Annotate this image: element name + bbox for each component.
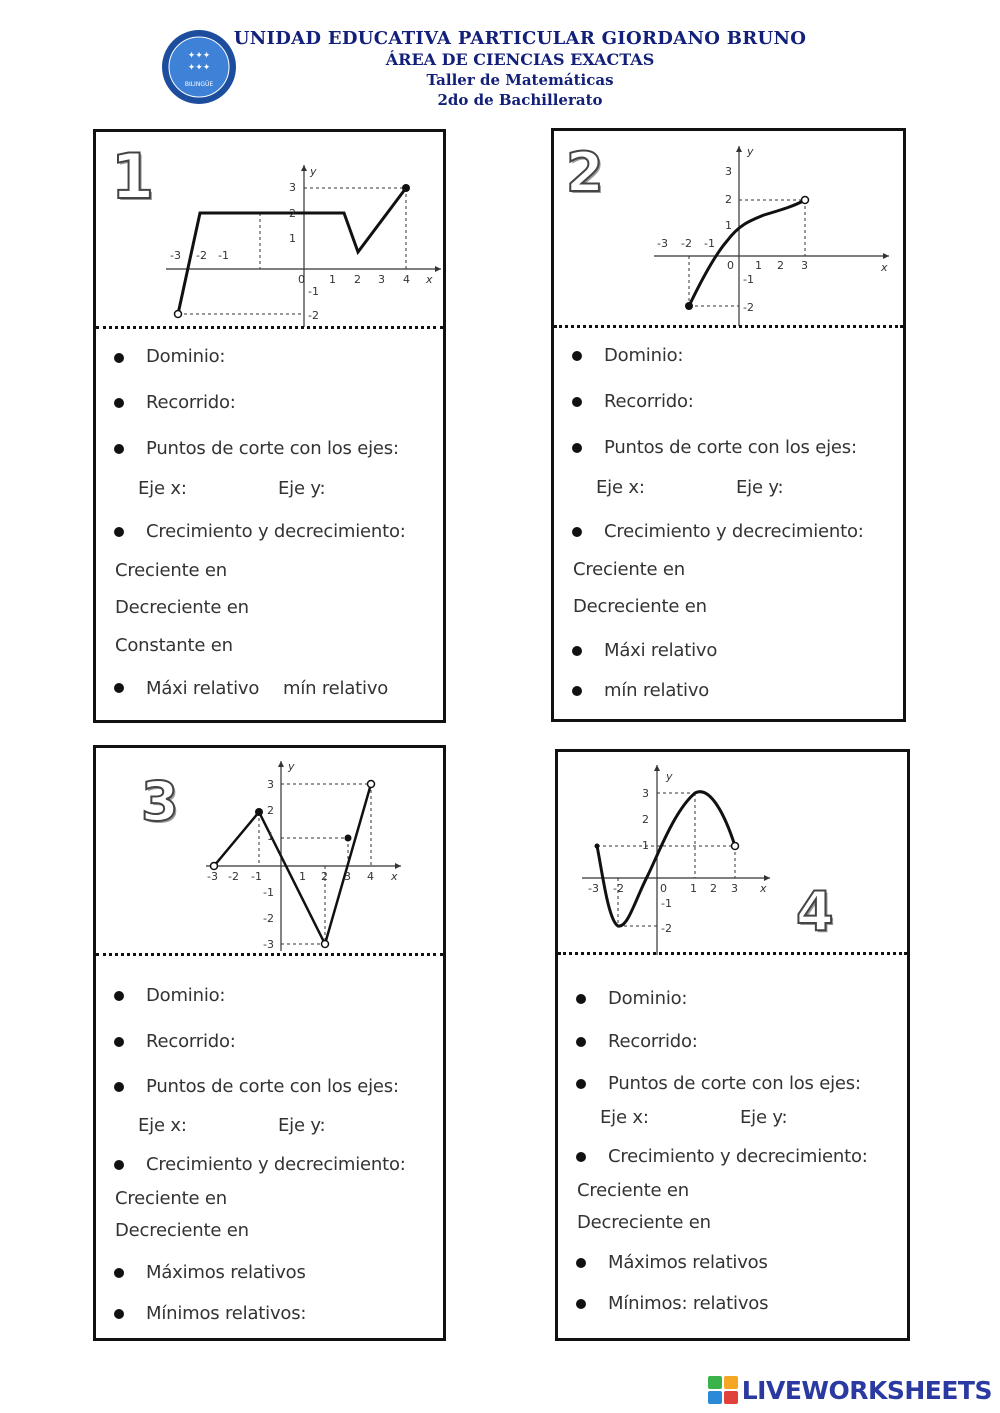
recorrido-label: Recorrido: [608, 1031, 698, 1052]
svg-text:-2: -2 [228, 870, 239, 883]
eje-x-label: Eje x: [138, 1115, 187, 1136]
crecimiento-label: Crecimiento y decrecimiento: [604, 521, 864, 542]
svg-text:2: 2 [267, 804, 274, 817]
svg-text:-1: -1 [263, 886, 274, 899]
dominio-label: Dominio: [604, 345, 684, 366]
svg-text:x: x [391, 870, 398, 883]
svg-text:0: 0 [727, 259, 734, 272]
card-number: 4 [796, 880, 834, 943]
dominio-label: Dominio: [146, 346, 226, 367]
separator [96, 326, 443, 329]
puntos-corte-label: Puntos de corte con los ejes: [608, 1073, 861, 1094]
svg-text:1: 1 [690, 882, 697, 895]
svg-text:2: 2 [289, 207, 296, 220]
bullet-icon [572, 686, 582, 696]
eje-y-label: Eje y: [736, 477, 784, 498]
decreciente-label: Decreciente en [577, 1212, 711, 1233]
bullet-icon [114, 1037, 124, 1047]
min-relativo-label: mín relativo [604, 680, 710, 701]
bullet-icon [114, 398, 124, 408]
liveworksheets-logo-icon [708, 1376, 738, 1404]
dominio-label: Dominio: [146, 985, 226, 1006]
bullet-icon [572, 646, 582, 656]
svg-text:1: 1 [329, 273, 336, 286]
card-1 [93, 129, 446, 723]
bullet-icon [114, 1160, 124, 1170]
svg-text:y: y [747, 145, 754, 158]
bullet-icon [572, 527, 582, 537]
eje-x-label: Eje x: [138, 478, 187, 499]
svg-text:-2: -2 [681, 237, 692, 250]
card-2 [551, 128, 906, 722]
svg-text:3: 3 [344, 870, 351, 883]
maximos-relativos-label: Máximos relativos [608, 1252, 768, 1273]
svg-text:2: 2 [642, 813, 649, 826]
svg-text:-1: -1 [704, 237, 715, 250]
subject-name: Taller de Matemáticas [426, 71, 614, 89]
maxi-relativo-label: Máxi relativo [146, 678, 260, 699]
svg-text:1: 1 [755, 259, 762, 272]
svg-text:0: 0 [660, 882, 667, 895]
svg-text:-2: -2 [661, 922, 672, 935]
svg-text:x: x [760, 882, 767, 895]
header-text [230, 28, 810, 110]
eje-y-label: Eje y: [740, 1107, 788, 1128]
recorrido-label: Recorrido: [604, 391, 694, 412]
svg-text:-1: -1 [308, 285, 319, 298]
page-header [0, 0, 1000, 125]
card-number: 2 [566, 141, 604, 204]
card-number: 1 [111, 140, 155, 213]
bullet-icon [114, 991, 124, 1001]
bullet-icon [576, 1258, 586, 1268]
minimos-relativos-label: Mínimos relativos: [146, 1303, 307, 1324]
svg-text:-3: -3 [657, 237, 668, 250]
decreciente-label: Decreciente en [115, 1220, 249, 1241]
bullet-icon [114, 1082, 124, 1092]
minimos-relativos-label: Mínimos: relativos [608, 1293, 769, 1314]
bullet-icon [572, 351, 582, 361]
svg-text:-2: -2 [263, 912, 274, 925]
recorrido-label: Recorrido: [146, 1031, 236, 1052]
maximos-relativos-label: Máximos relativos [146, 1262, 306, 1283]
bullet-icon [576, 1299, 586, 1309]
svg-text:-1: -1 [218, 249, 229, 262]
crecimiento-label: Crecimiento y decrecimiento: [146, 521, 406, 542]
bullet-icon [114, 444, 124, 454]
card-3 [93, 745, 446, 1341]
creciente-label: Creciente en [573, 559, 685, 580]
svg-text:4: 4 [403, 273, 410, 286]
svg-text:1: 1 [267, 830, 274, 843]
maxi-relativo-label: Máxi relativo [604, 640, 718, 661]
svg-text:3: 3 [731, 882, 738, 895]
svg-text:0: 0 [298, 273, 305, 286]
svg-text:3: 3 [267, 778, 274, 791]
grade-name: 2do de Bachillerato [437, 91, 603, 109]
svg-text:BILINGÜE: BILINGÜE [184, 81, 214, 88]
bullet-icon [114, 1309, 124, 1319]
decreciente-label: Decreciente en [573, 596, 707, 617]
svg-text:x: x [426, 273, 433, 286]
puntos-corte-label: Puntos de corte con los ejes: [604, 437, 857, 458]
bullet-icon [114, 527, 124, 537]
area-name: ÁREA DE CIENCIAS EXACTAS [385, 50, 655, 69]
svg-text:3: 3 [378, 273, 385, 286]
graph-4 [580, 760, 780, 955]
bullet-icon [114, 353, 124, 363]
svg-text:3: 3 [725, 165, 732, 178]
svg-text:2: 2 [354, 273, 361, 286]
graph-2 [649, 141, 899, 326]
bullet-icon [576, 1152, 586, 1162]
svg-text:1: 1 [289, 232, 296, 245]
svg-text:1: 1 [299, 870, 306, 883]
svg-text:-2: -2 [196, 249, 207, 262]
bullet-icon [114, 683, 124, 693]
svg-text:y: y [666, 770, 673, 783]
crecimiento-label: Crecimiento y decrecimiento: [608, 1146, 868, 1167]
graph-1 [156, 157, 446, 327]
bullet-icon [114, 1268, 124, 1278]
svg-text:3: 3 [801, 259, 808, 272]
eje-x-label: Eje x: [600, 1107, 649, 1128]
svg-text:-3: -3 [588, 882, 599, 895]
svg-text:-1: -1 [661, 897, 672, 910]
puntos-corte-label: Puntos de corte con los ejes: [146, 1076, 399, 1097]
liveworksheets-text: LIVEWORKSHEETS [741, 1375, 992, 1405]
bullet-icon [572, 443, 582, 453]
puntos-corte-label: Puntos de corte con los ejes: [146, 438, 399, 459]
svg-text:y: y [288, 760, 295, 773]
svg-text:✦✦✦: ✦✦✦ [187, 51, 211, 61]
recorrido-label: Recorrido: [146, 392, 236, 413]
svg-text:1: 1 [725, 219, 732, 232]
eje-y-label: Eje y: [278, 1115, 326, 1136]
bullet-icon [572, 397, 582, 407]
svg-text:✦✦✦: ✦✦✦ [187, 63, 211, 73]
creciente-label: Creciente en [115, 1188, 227, 1209]
graph-3 [201, 756, 411, 951]
crecimiento-label: Crecimiento y decrecimiento: [146, 1154, 406, 1175]
svg-text:-3: -3 [263, 938, 274, 951]
svg-text:-1: -1 [743, 273, 754, 286]
separator [558, 952, 907, 955]
min-relativo-label: mín relativo [283, 678, 389, 699]
separator [554, 325, 903, 328]
svg-text:4: 4 [367, 870, 374, 883]
bullet-icon [576, 1079, 586, 1089]
separator [96, 953, 443, 956]
svg-text:-3: -3 [170, 249, 181, 262]
svg-text:2: 2 [321, 870, 328, 883]
svg-text:-2: -2 [613, 882, 624, 895]
card-4 [555, 749, 910, 1341]
svg-text:-1: -1 [251, 870, 262, 883]
eje-x-label: Eje x: [596, 477, 645, 498]
card-number: 3 [141, 770, 179, 833]
liveworksheets-brand [708, 1375, 992, 1405]
constante-label: Constante en [115, 635, 233, 656]
dominio-label: Dominio: [608, 988, 688, 1009]
svg-text:-3: -3 [207, 870, 218, 883]
svg-text:-2: -2 [743, 301, 754, 314]
bullet-icon [576, 1037, 586, 1047]
svg-text:3: 3 [289, 181, 296, 194]
decreciente-label: Decreciente en [115, 597, 249, 618]
svg-text:y: y [310, 165, 317, 178]
eje-y-label: Eje y: [278, 478, 326, 499]
svg-text:2: 2 [710, 882, 717, 895]
svg-text:3: 3 [642, 787, 649, 800]
bullet-icon [576, 994, 586, 1004]
creciente-label: Creciente en [115, 560, 227, 581]
svg-text:-2: -2 [308, 309, 319, 322]
creciente-label: Creciente en [577, 1180, 689, 1201]
svg-text:2: 2 [777, 259, 784, 272]
school-logo [160, 28, 238, 106]
svg-text:x: x [881, 261, 888, 274]
school-name: UNIDAD EDUCATIVA PARTICULAR GIORDANO BRUNO [233, 28, 807, 49]
svg-text:2: 2 [725, 193, 732, 206]
svg-text:1: 1 [642, 839, 649, 852]
